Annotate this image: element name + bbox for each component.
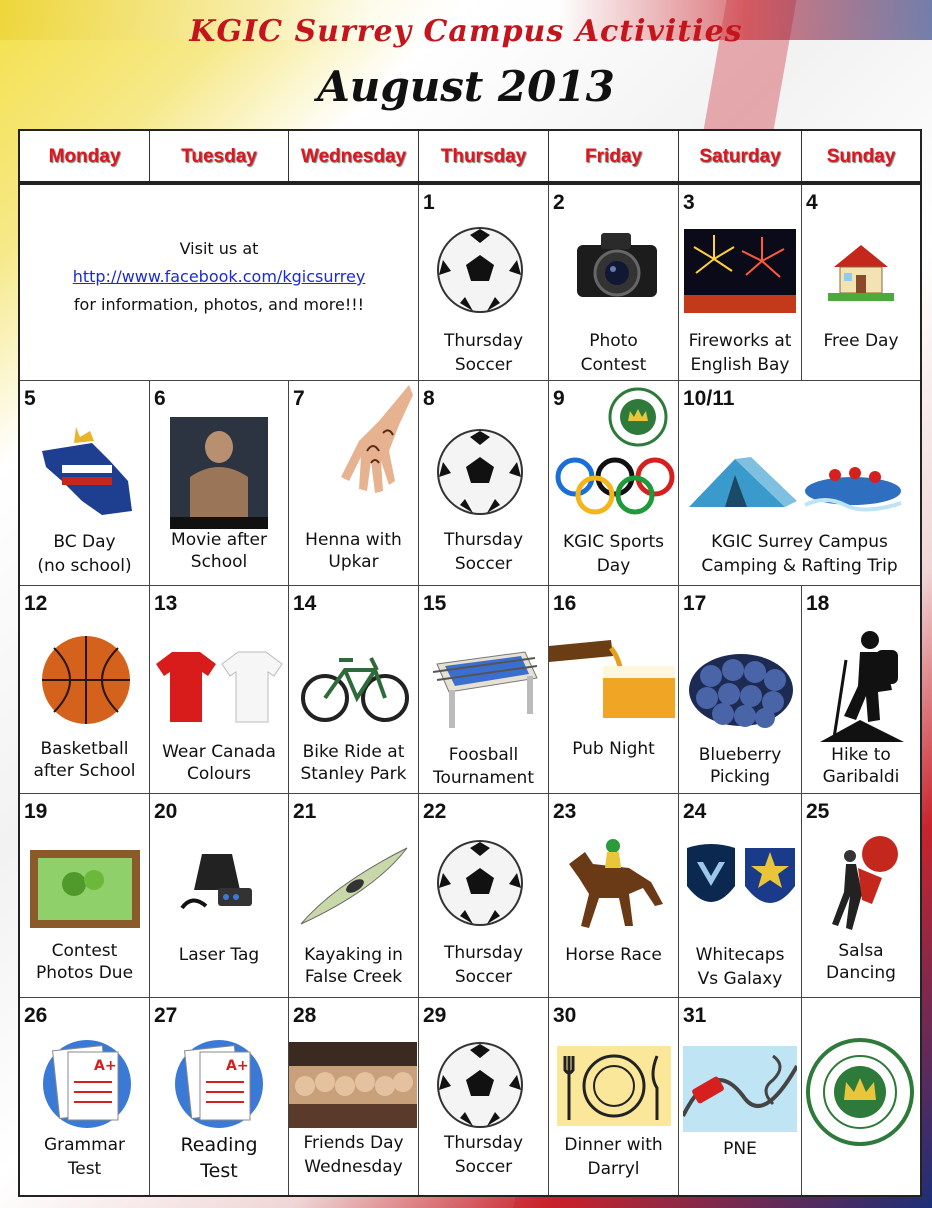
svg-text:A+: A+: [226, 1058, 249, 1074]
activity-line2: Soccer: [454, 1157, 513, 1177]
camera-icon: [575, 227, 659, 303]
day-number: 14: [293, 592, 317, 615]
activity-line1: Bike Ride at: [302, 742, 405, 762]
activity-line2: Upkar: [328, 552, 379, 572]
day-number: 9: [553, 387, 565, 410]
activity-line2: Colours: [186, 764, 251, 784]
day-number: 16: [553, 592, 577, 615]
graded-test-icon: [42, 1036, 132, 1132]
activity-line2: (no school): [37, 556, 132, 576]
day-cell-13: [150, 586, 289, 794]
intro-line1: Visit us at: [179, 239, 259, 258]
day-cell-1: [419, 185, 549, 381]
soccer-ball-icon: [435, 838, 525, 928]
activity-line2: Soccer: [454, 967, 513, 987]
day-number: 5: [24, 387, 36, 410]
kayak-icon: [295, 844, 413, 930]
roller-coaster-icon: [683, 1046, 797, 1132]
activity-line1: Friends Day: [303, 1133, 404, 1153]
day-number: 3: [683, 191, 695, 214]
activity-line2: Soccer: [454, 554, 513, 574]
college-crest-icon: [607, 387, 669, 447]
activity-line1: Thursday: [443, 530, 524, 550]
laser-tag-vest-icon: [172, 850, 272, 920]
activity-line1: Contest: [51, 941, 118, 961]
day-number: 26: [24, 1004, 48, 1027]
blueberries-icon: [687, 646, 795, 730]
intro-cell: [20, 185, 419, 381]
activity-line2: Dancing: [826, 963, 896, 983]
movie-poster-icon: [170, 417, 268, 529]
fireworks-icon: [684, 229, 796, 313]
day-cell-16: [549, 586, 679, 794]
college-crest-icon: [806, 1038, 914, 1146]
day-header-sunday: Sunday: [826, 146, 896, 167]
activity-line1: Whitecaps: [695, 945, 785, 965]
team-logos-icon: [683, 842, 799, 922]
day-cell-5: [20, 381, 150, 586]
activity-line1: KGIC Surrey Campus: [711, 532, 888, 552]
activity-line1: Thursday: [443, 331, 524, 351]
activity-line1: Thursday: [443, 1133, 524, 1153]
dancers-icon: [822, 834, 902, 934]
activity-line2: Picking: [709, 767, 771, 787]
bicycle-icon: [299, 646, 411, 726]
day-number: 13: [154, 592, 178, 615]
day-number: 19: [24, 800, 48, 823]
activity-line1: Movie after: [171, 530, 267, 550]
day-cell-20: [150, 794, 289, 998]
activity-line2: Wednesday: [304, 1157, 403, 1177]
day-cell-7: [289, 381, 419, 586]
foosball-table-icon: [429, 644, 541, 730]
day-number: 12: [24, 592, 48, 615]
picture-frame-icon: [30, 850, 140, 928]
day-cell-6: [150, 381, 289, 586]
day-header-friday: Friday: [549, 131, 679, 183]
day-cell-17: [679, 586, 802, 794]
day-cell-4: [802, 185, 920, 381]
day-header-wednesday: Wednesday: [289, 131, 419, 183]
day-cell-28: [289, 998, 419, 1195]
day-header-monday: Monday: [20, 131, 150, 183]
activity-line1: KGIC Sports: [562, 532, 665, 552]
day-number: 28: [293, 1004, 317, 1027]
dinner-plate-icon: [557, 1046, 671, 1126]
day-cell-12: [20, 586, 150, 794]
activity-line1: Reading: [180, 1134, 258, 1156]
soccer-ball-icon: [435, 1040, 525, 1130]
activity-line1: Grammar: [43, 1135, 126, 1155]
day-number: 25: [806, 800, 830, 823]
day-number: 4: [806, 191, 818, 214]
activity-line2: School: [190, 552, 248, 572]
activity-line1: Fireworks at: [688, 331, 792, 351]
activity-line1: Hike to: [831, 745, 891, 765]
activity-line2: Vs Galaxy: [697, 969, 783, 989]
activity-line1: Dinner with: [564, 1135, 663, 1155]
day-cell-18: [802, 586, 920, 794]
activity-line1: Laser Tag: [178, 945, 260, 965]
day-header-tuesday: Tuesday: [150, 131, 289, 183]
activity-line2: Tournament: [432, 768, 534, 788]
beer-icon: [549, 638, 677, 720]
activity-line1: Foosball: [448, 745, 519, 765]
activity-line1: Henna with: [305, 530, 402, 550]
activity-line1: Thursday: [443, 943, 524, 963]
day-cell-26: [20, 998, 150, 1195]
activity-line2: Day: [596, 556, 631, 576]
horse-racing-icon: [559, 834, 669, 934]
calendar-grid: [18, 129, 922, 1197]
day-header-thursday: Thursday: [419, 131, 549, 183]
house-icon: [828, 239, 894, 301]
activity-line1: Blueberry: [698, 745, 782, 765]
activity-line2: False Creek: [304, 967, 403, 987]
day-number: 7: [293, 387, 305, 410]
day-cell-9: [549, 381, 679, 586]
day-number: 22: [423, 800, 447, 823]
day-cell-8: [419, 381, 549, 586]
page-subtitle: August 2013: [317, 62, 615, 111]
day-cell-10-11: [679, 381, 920, 586]
day-number: 27: [154, 1004, 178, 1027]
activity-line1: Basketball: [40, 739, 129, 759]
day-number: 30: [553, 1004, 577, 1027]
graded-test-icon: [174, 1036, 264, 1132]
activity-line2: Contest: [580, 355, 647, 375]
activity-line1: Kayaking in: [304, 945, 403, 965]
activity-line1: Horse Race: [565, 945, 662, 965]
day-header-saturday: Saturday: [679, 131, 802, 183]
svg-text:A+: A+: [94, 1058, 117, 1074]
bc-day-map-icon: [32, 421, 142, 523]
soccer-ball-icon: [435, 225, 525, 315]
day-cell-19: [20, 794, 150, 998]
tshirts-icon: [154, 650, 284, 724]
olympic-rings-icon: [553, 457, 677, 517]
day-cell-25: [802, 794, 920, 998]
day-number: 8: [423, 387, 435, 410]
activity-line2: after School: [33, 761, 136, 781]
activity-line1: Pub Night: [572, 739, 655, 759]
day-number: 23: [553, 800, 577, 823]
activity-line2: Test: [200, 1160, 238, 1182]
activity-line1: Photo: [589, 331, 638, 351]
activity-line2: Camping & Rafting Trip: [701, 556, 898, 576]
activity-line2: Garibaldi: [822, 767, 900, 787]
activity-line1: Salsa: [838, 941, 884, 961]
facebook-link[interactable]: http://www.facebook.com/kgicsurrey: [72, 267, 366, 286]
day-number: 10/11: [683, 387, 735, 410]
tent-and-raft-icon: [685, 451, 905, 515]
day-number: 29: [423, 1004, 447, 1027]
day-number: 15: [423, 592, 447, 615]
activity-line1: Wear Canada: [162, 742, 276, 762]
henna-hand-icon: [319, 381, 415, 507]
day-cell-14: [289, 586, 419, 794]
activity-line2: Test: [67, 1159, 102, 1179]
intro-line3: for information, photos, and more!!!: [73, 295, 365, 314]
activity-line1: PNE: [723, 1139, 757, 1159]
day-number: 21: [293, 800, 317, 823]
day-cell-31: [679, 998, 802, 1195]
day-cell-22: [419, 794, 549, 998]
activity-line1: Free Day: [823, 331, 899, 351]
day-number: 31: [683, 1004, 707, 1027]
day-cell-23: [549, 794, 679, 998]
basketball-icon: [40, 634, 132, 726]
day-cell-3: [679, 185, 802, 381]
soccer-ball-icon: [435, 427, 525, 517]
day-cell-21: [289, 794, 419, 998]
activity-line2: Soccer: [454, 355, 513, 375]
day-cell-30: [549, 998, 679, 1195]
day-number: 1: [423, 191, 435, 214]
friends-cast-icon: [289, 1042, 417, 1128]
day-number: 6: [154, 387, 166, 410]
activity-line2: Photos Due: [35, 963, 134, 983]
day-number: 20: [154, 800, 178, 823]
day-cell-24: [679, 794, 802, 998]
activity-line1: BC Day: [53, 532, 116, 552]
activity-line2: English Bay: [690, 355, 790, 375]
hiker-icon: [820, 630, 904, 742]
blank-cell: [802, 998, 920, 1195]
page-title: KGIC Surrey Campus Activities: [189, 14, 743, 49]
day-cell-27: [150, 998, 289, 1195]
activity-line2: Darryl: [587, 1159, 640, 1179]
day-number: 17: [683, 592, 707, 615]
day-cell-15: [419, 586, 549, 794]
day-number: 18: [806, 592, 830, 615]
activity-line2: Stanley Park: [300, 764, 407, 784]
day-number: 2: [553, 191, 565, 214]
day-cell-29: [419, 998, 549, 1195]
day-number: 24: [683, 800, 707, 823]
day-cell-2: [549, 185, 679, 381]
